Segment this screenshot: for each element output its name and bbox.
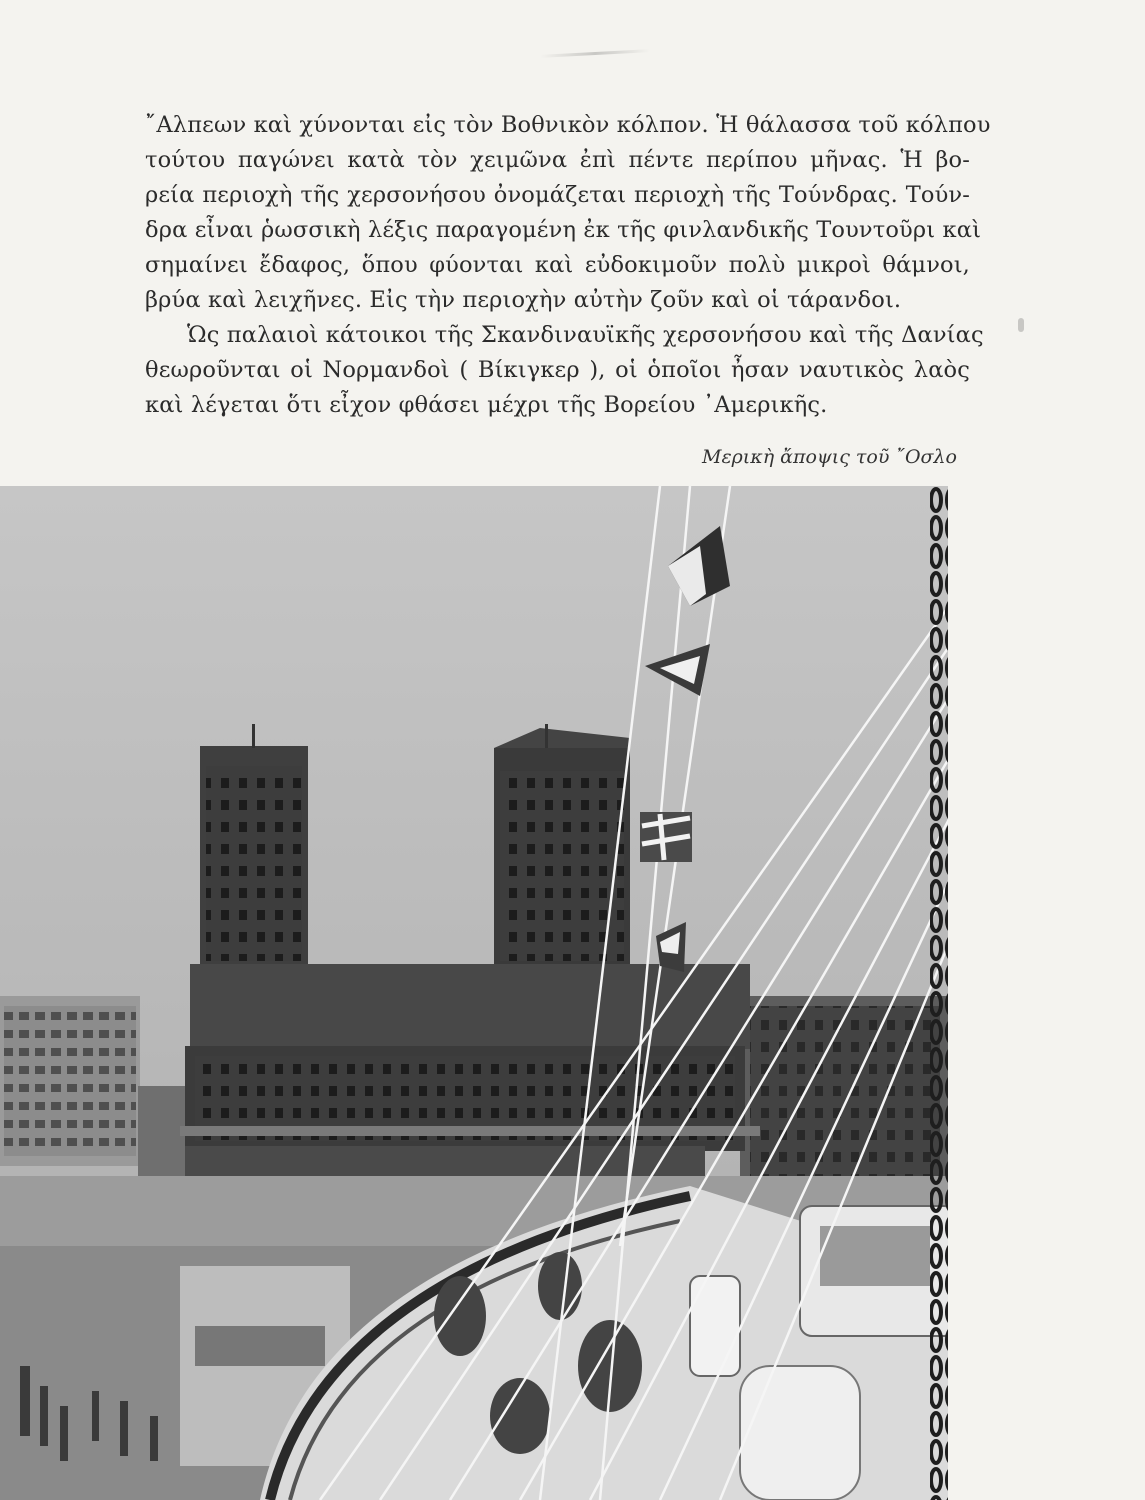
text-line-6: βρύα καὶ λειχῆνες. Εἰς τὴν περιοχὴν αὐτὴν ζοῦν καὶ οἱ τάρανδοι. — [145, 287, 902, 313]
oslo-photo — [0, 486, 956, 1500]
text-line-3: ρεία περιοχὴ τῆς χερσονήσου ὀνομάζεται περιοχὴ τῆς Τούνδρας. Τούν- — [145, 182, 970, 208]
text-line-7: Ὡς παλαιοὶ κάτοικοι τῆς Σκανδιναυϊκῆς χερσονήσου καὶ τῆς Δανίας — [187, 322, 984, 348]
text-line-5: σημαίνει ἔδαφος, ὅπου φύονται καὶ εὐδοκιμοῦν πολὺ μικροὶ θάμνοι, — [145, 252, 970, 278]
text-line-9: καὶ λέγεται ὅτι εἶχον φθάσει μέχρι τῆς Βορείου ᾿Αμερικῆς. — [145, 392, 828, 418]
text-line-8: θεωροῦνται οἱ Νορμανδοὶ ( Βίκιγκερ ), οἱ ὁποῖοι ἦσαν ναυτικὸς λαὸς — [145, 357, 970, 383]
text-line-1: ῎Αλπεων καὶ χύνονται εἰς τὸν Βοθνικὸν κόλπον. Ἡ θάλασσα τοῦ κόλπου — [145, 112, 991, 138]
scan-artifact — [540, 49, 650, 58]
text-line-2: τούτου παγώνει κατὰ τὸν χειμῶνα ἐπὶ πέντε περίπου μῆνας. Ἡ βο- — [145, 147, 970, 173]
scan-speck — [1018, 318, 1024, 332]
body-text — [145, 108, 991, 423]
text-line-4: δρα εἶναι ῥωσσικὴ λέξις παραγομένη ἐκ τῆς φινλανδικῆς Τουντοῦρι καὶ — [145, 217, 982, 243]
photo-caption: Μερικὴ ἄποψις τοῦ ῎Οσλο — [701, 446, 957, 468]
